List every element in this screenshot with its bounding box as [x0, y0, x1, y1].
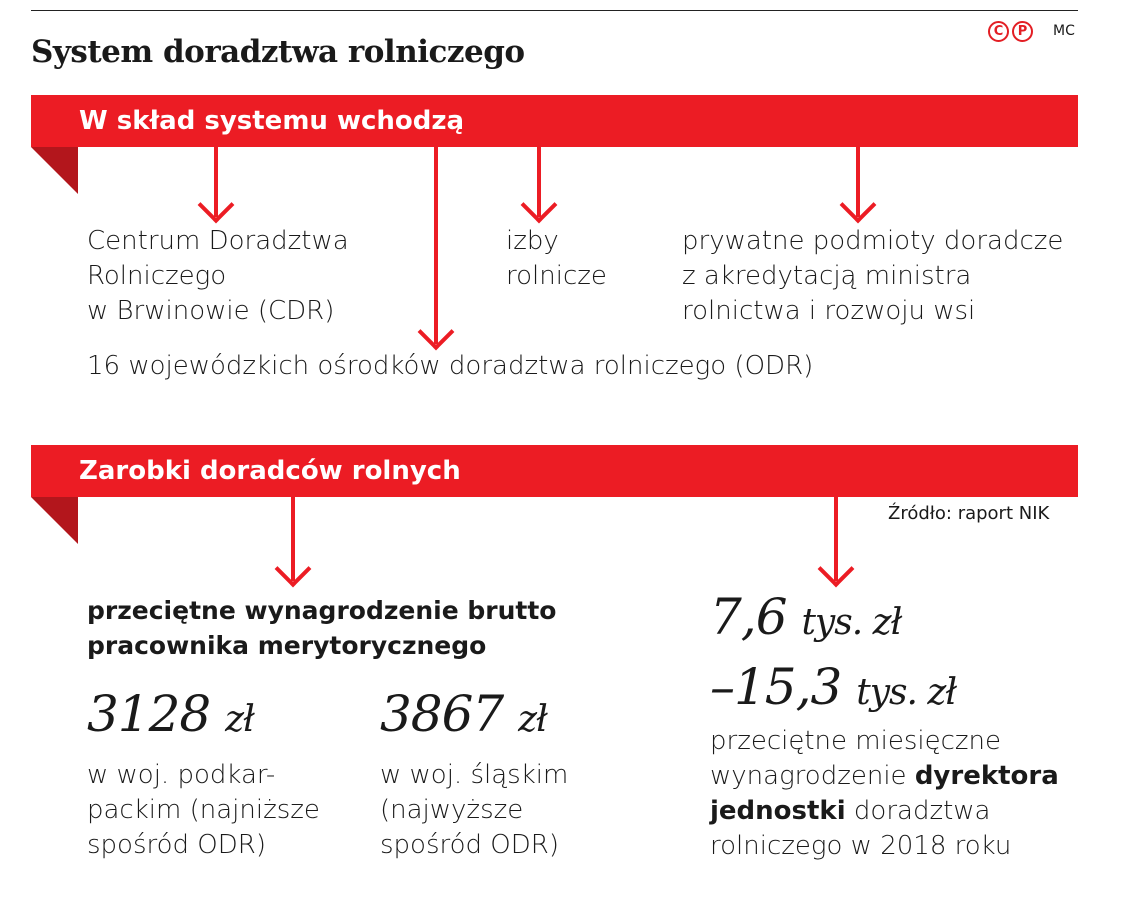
salary-lowest-value: 3128 — [87, 685, 211, 743]
item-izby: izby rolnicze — [506, 226, 607, 291]
desc-text: przeciętne miesięczne wynagrodzenie — [710, 726, 1002, 791]
range-to-value: –15,3 — [710, 658, 842, 716]
arrow-down-icon — [418, 314, 455, 351]
banner-fold — [31, 497, 78, 544]
salary-highest-value: 3867 — [380, 685, 504, 743]
director-range-to — [710, 658, 956, 716]
item-private: prywatne podmioty doradcze z akredytacją ministra rolnictwa i rozwoju wsi — [682, 226, 1064, 326]
director-salary-desc — [710, 724, 1059, 864]
copyright-logo — [988, 21, 1033, 42]
source-note: Źródło: raport NIK — [888, 503, 1050, 524]
desc-bold: dyrektora jednostki — [710, 761, 1059, 826]
unit: tys. zł — [801, 602, 902, 643]
arrow-down-icon — [818, 551, 855, 588]
worker-salary-heading: przeciętne wynagrodzenie brutto pracownika merytorycznego — [87, 596, 557, 660]
page-title: System doradztwa rolniczego — [31, 34, 525, 70]
item-cdr: Centrum Doradztwa Rolniczego w Brwinowie (CDR) — [87, 226, 349, 326]
salary-lowest-desc: w woj. podkar- packim (najniższe spośród ODR) — [87, 760, 320, 860]
top-rule — [31, 10, 1078, 11]
arrow-down-icon — [521, 187, 558, 224]
unit: tys. zł — [856, 672, 957, 713]
salary-highest-desc: w woj. śląskim (najwyższe spośród ODR) — [380, 760, 569, 860]
banner-salaries: Zarobki doradców rolnych — [31, 445, 1078, 497]
range-from-value: 7,6 — [710, 588, 787, 646]
salary-lowest — [87, 685, 254, 743]
banner-fold — [31, 147, 78, 194]
unit: zł — [225, 699, 254, 740]
item-odr: 16 wojewódzkich ośrodków doradztwa rolniczego (ODR) — [87, 351, 814, 381]
phonogram-icon: P — [1012, 21, 1033, 42]
author-initials: MC — [1053, 23, 1075, 39]
arrow-down-icon — [840, 187, 877, 224]
arrow-down-icon — [275, 551, 312, 588]
banner-system-composition: W skład systemu wchodzą — [31, 95, 1078, 147]
director-range-from — [710, 588, 901, 646]
arrow-down-icon — [198, 187, 235, 224]
desc-text: doradztwa rolniczego w 2018 roku — [710, 796, 1012, 861]
salary-highest — [380, 685, 547, 743]
unit: zł — [518, 699, 547, 740]
copyright-icon: C — [988, 21, 1009, 42]
